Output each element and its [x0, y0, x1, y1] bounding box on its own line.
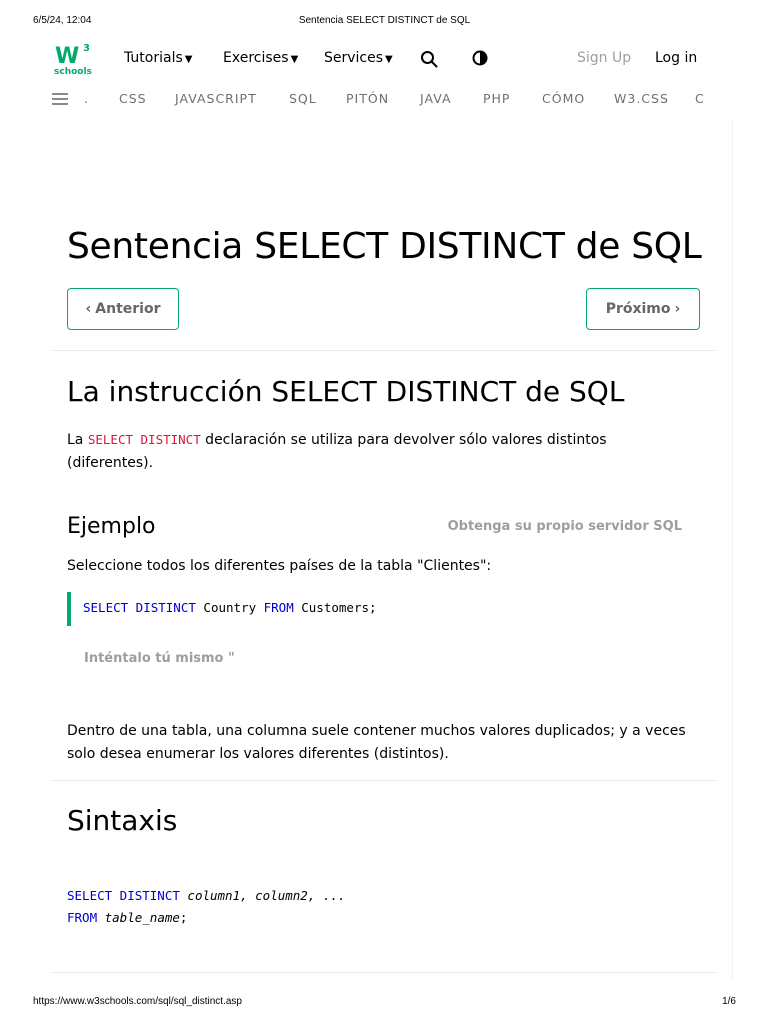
print-title: Sentencia SELECT DISTINCT de SQL	[298, 15, 471, 26]
top-navbar	[0, 40, 768, 80]
caret-down-icon: ▼	[184, 54, 193, 65]
page-title: Sentencia SELECT DISTINCT de SQL	[67, 226, 702, 267]
intro-text-after: declaración se utiliza para devolver sólo valores distintos (diferentes).	[67, 432, 607, 471]
logo-w: W	[55, 44, 80, 69]
subnav-item-html[interactable]: .	[84, 91, 89, 106]
chevron-right-icon: ›	[674, 301, 681, 317]
content-border	[732, 120, 733, 980]
subnav-item-howto[interactable]: CÓMO	[542, 91, 586, 106]
previous-label: Anterior	[95, 301, 161, 317]
print-header	[33, 15, 736, 29]
section-heading: La instrucción SELECT DISTINCT de SQL	[67, 375, 625, 408]
topics-navbar	[0, 88, 768, 112]
chevron-left-icon: ‹	[85, 301, 92, 317]
services-label: Services	[324, 50, 384, 66]
previous-button[interactable]	[67, 288, 179, 330]
get-sql-server-link[interactable]: Obtenga su propio servidor SQL	[447, 519, 682, 534]
syntax-code-block	[67, 885, 345, 929]
syntax-keyword-from: FROM	[67, 910, 98, 925]
services-menu[interactable]	[324, 50, 393, 66]
next-button[interactable]	[586, 288, 700, 330]
search-icon[interactable]	[420, 50, 438, 68]
code-keyword-select: SELECT DISTINCT	[83, 600, 196, 615]
w3schools-logo[interactable]	[53, 41, 93, 77]
subnav-item-php[interactable]: PHP	[483, 91, 511, 106]
intro-text-before: La	[67, 432, 88, 448]
caret-down-icon: ▼	[290, 54, 299, 65]
example-title: Ejemplo	[67, 514, 156, 539]
code-table: Customers;	[293, 600, 377, 615]
print-page-number: 1/6	[722, 996, 736, 1007]
code-keyword-from: FROM	[263, 600, 294, 615]
subnav-item-python[interactable]: PITÓN	[346, 91, 390, 106]
inline-code-keyword: SELECT DISTINCT	[87, 432, 201, 447]
tutorials-label: Tutorials	[124, 50, 183, 66]
caret-down-icon: ▼	[385, 54, 393, 65]
print-footer	[33, 996, 736, 1010]
subnav-item-java[interactable]: JAVA	[420, 91, 452, 106]
syntax-semicolon: ;	[179, 910, 188, 925]
login-link[interactable]: Log in	[655, 50, 698, 66]
subnav-item-sql[interactable]: SQL	[289, 91, 317, 106]
subnav-item-w3css[interactable]: W3.CSS	[614, 91, 669, 106]
try-it-yourself-button[interactable]: Inténtalo tú mismo "	[84, 651, 235, 666]
syntax-keyword-select: SELECT DISTINCT	[67, 888, 180, 903]
syntax-table-name: table_name	[97, 910, 180, 925]
exercises-menu[interactable]	[223, 50, 298, 66]
subnav-item-javascript[interactable]: JAVASCRIPT	[175, 91, 257, 106]
next-label: Próximo	[605, 301, 671, 317]
explanation-paragraph: Dentro de una tabla, una columna suele contener muchos valores duplicados; y a veces solo desea enumerar los valores diferentes (distintos).	[67, 723, 686, 762]
logo-superscript: 3	[83, 43, 90, 54]
logo-schools: schools	[54, 67, 92, 77]
divider	[52, 350, 716, 351]
tutorials-menu[interactable]	[124, 50, 192, 66]
code-column: Country	[195, 600, 264, 615]
syntax-heading: Sintaxis	[67, 804, 178, 837]
subnav-item-c[interactable]: C	[695, 91, 705, 106]
signup-link[interactable]: Sign Up	[577, 50, 632, 66]
menu-icon[interactable]	[52, 93, 68, 105]
dark-mode-toggle-icon[interactable]	[472, 50, 488, 66]
divider	[52, 972, 716, 973]
divider	[52, 780, 716, 781]
example-code-block	[67, 592, 687, 626]
print-url: https://www.w3schools.com/sql/sql_distinct.asp	[33, 996, 242, 1007]
print-datetime: 6/5/24, 12:04	[33, 15, 92, 26]
syntax-columns: column1, column2, ...	[179, 888, 346, 903]
exercises-label: Exercises	[223, 50, 289, 66]
subnav-item-css[interactable]: CSS	[119, 91, 147, 106]
intro-paragraph	[67, 428, 687, 475]
example-description: Seleccione todos los diferentes países de la tabla "Clientes":	[67, 558, 492, 574]
